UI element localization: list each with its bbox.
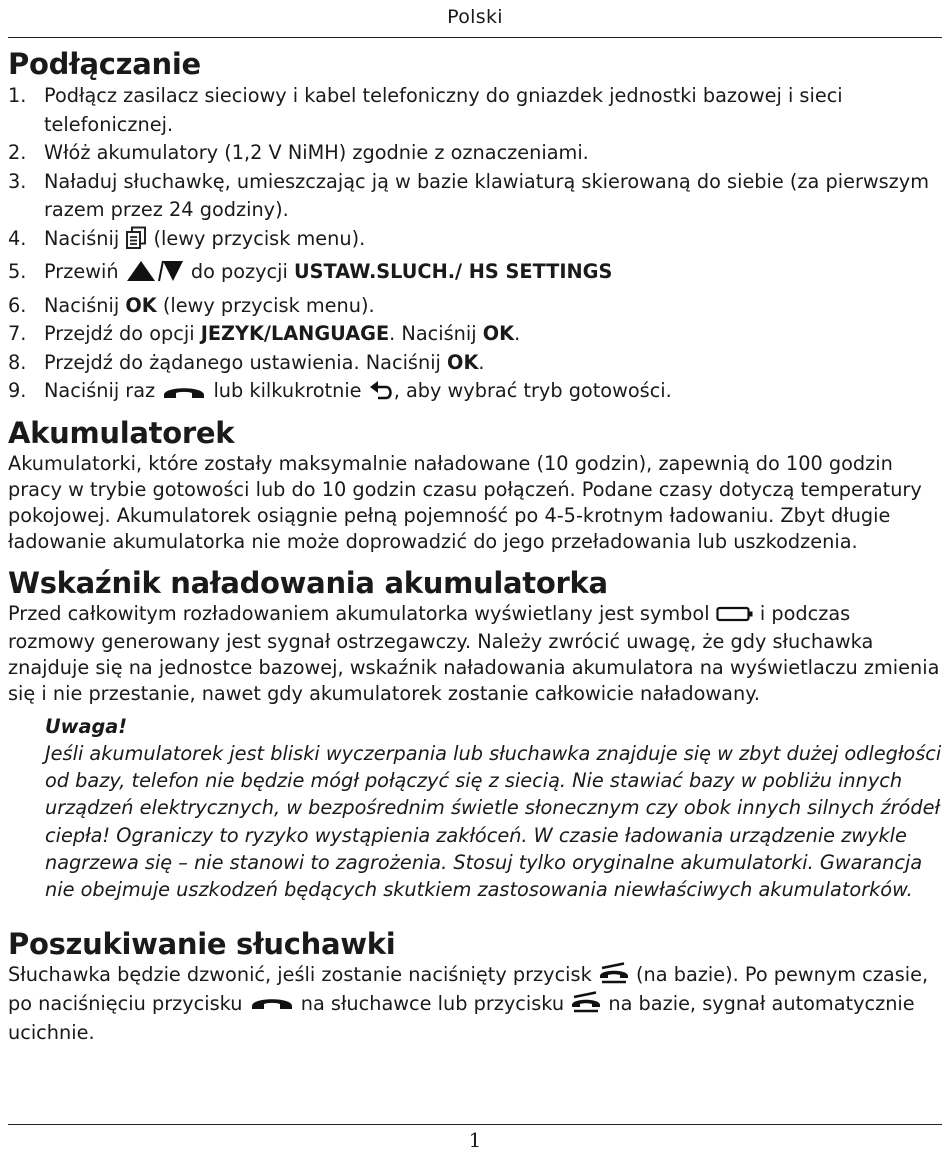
list-item	[8, 258, 942, 292]
empty-battery-icon	[716, 603, 754, 629]
step-text-after: , aby wybrać tryb gotowości.	[393, 379, 672, 402]
step-number: 8.	[8, 350, 27, 374]
step-text-after: (lewy przycisk menu).	[153, 226, 366, 250]
end-call-icon	[249, 993, 295, 1020]
paging-icon	[570, 991, 602, 1020]
warning-note-text: Jeśli akumulatorek jest bliski wyczerpania lub słuchawka znajduje się w zbyt dużej odległości od bazy, telefon nie będzie mógł połączyć się z siecią. Nie stawiać bazy w pobliżu innych urządzeń elektrycznych, w bezpośrednim świetle słonecznym czy obok innych silnych źródeł ciepła! Ograniczy to ryzyko wystąpienia zakłóceń. W czasie ładowania urządzenie zwykle nagrzewa się – nie stanowi to zagrożenia. Stosuj tylko oryginalne akumulatorki. Gwarancja nie obejmuje uszkodzeń będących skutkiem zastosowania niewłaściwych akumulatorków.	[45, 741, 942, 902]
poszukiwanie-paragraph	[8, 962, 942, 1046]
page-content	[8, 46, 942, 1046]
poszukiwanie-text-4: na bazie, sygnał automatycznie ucichnie.	[8, 991, 915, 1044]
list-item	[8, 225, 942, 259]
page-number: 1	[468, 1128, 482, 1152]
menu-keyword: USTAW.SLUCH./ HS SETTINGS	[294, 260, 613, 283]
section-title-akumulatorek: Akumulatorek	[8, 415, 235, 450]
list-item	[8, 292, 942, 321]
step-text-middle: . Naciśnij	[389, 322, 477, 345]
warning-note	[8, 713, 942, 904]
list-item	[8, 349, 942, 378]
step-text-after: (lewy przycisk menu).	[162, 293, 375, 317]
list-item	[8, 82, 942, 139]
list-item	[8, 168, 942, 225]
section-title-wskaznik: Wskaźnik naładowania akumulatorka	[8, 565, 608, 600]
step-text-after: .	[478, 350, 485, 374]
step-number: 2.	[8, 141, 27, 164]
ok-keyword: OK	[447, 350, 479, 374]
step-number: 5.	[8, 260, 27, 283]
ok-keyword: OK	[125, 293, 157, 317]
step-text: Przejdź do opcji	[44, 322, 195, 345]
list-item	[8, 139, 942, 168]
header-language-label: Polski	[447, 6, 503, 28]
section-title-podlaczanie: Podłączanie	[8, 47, 201, 81]
footer-divider	[8, 1124, 942, 1125]
wskaznik-text-after: i podczas rozmowy generowany jest sygnał ostrzegawczy. Należy zwrócić uwagę, że gdy słuchawka znajduje się na jednostce bazowej, wskaźnik naładowania akumulatora na wyświetlaczu zmienia się i nie przestanie, nawet gdy akumulatorek zostanie całkowicie naładowany.	[8, 601, 940, 705]
setup-steps-list	[8, 82, 942, 411]
up-down-arrows-icon	[125, 259, 185, 292]
step-number: 7.	[8, 322, 27, 345]
ok-keyword: OK	[482, 322, 515, 345]
list-item	[8, 377, 942, 411]
language-keyword: JEZYK/LANGUAGE	[200, 322, 390, 345]
akumulatorek-paragraph: Akumulatorki, które zostały maksymalnie naładowane (10 godzin), zapewnią do 100 godzin pracy w trybie gotowości lub do 10 godzin czasu połączeń. Podane czasy dotyczą temperatury pokojowej. Akumulatorek osiągnie pełną pojemność po 4-5-krotnym ładowaniu. Zbyt długie ładowanie akumulatorka nie może doprowadzić do jego przeładowania lub uszkodzenia.	[8, 451, 922, 553]
section-title-poszukiwanie: Poszukiwanie słuchawki	[8, 926, 396, 961]
step-number: 3.	[8, 169, 27, 193]
poszukiwanie-text-1: Słuchawka będzie dzwonić, jeśli zostanie naciśnięty przycisk	[8, 962, 592, 986]
menu-icon	[125, 226, 147, 259]
step-text: Naciśnij	[44, 293, 120, 317]
list-item	[8, 320, 942, 349]
step-text: Włóż akumulatory (1,2 V NiMH) zgodnie z oznaczeniami.	[44, 141, 589, 164]
step-text: Przewiń	[44, 260, 119, 283]
step-text: Naciśnij raz	[44, 379, 156, 402]
poszukiwanie-text-3: na słuchawce lub przycisku	[300, 991, 565, 1015]
poszukiwanie-text-2: (na bazie). Po pewnym czasie, po naciśnięciu przycisku	[8, 962, 929, 1015]
header-divider	[8, 37, 942, 38]
wskaznik-text-before: Przed całkowitym rozładowaniem akumulatorka wyświetlany jest symbol	[8, 601, 710, 625]
paging-icon	[598, 962, 630, 991]
wskaznik-paragraph	[8, 601, 942, 707]
step-text: Podłącz zasilacz sieciowy i kabel telefoniczny do gniazdek jednostki bazowej i sieci telefonicznej.	[44, 84, 843, 136]
end-call-icon	[161, 382, 207, 411]
step-text-after: .	[514, 322, 521, 345]
step-number: 6.	[8, 293, 27, 317]
step-number: 9.	[8, 379, 27, 402]
step-text: Przejdź do żądanego ustawienia. Naciśnij	[44, 350, 441, 374]
back-icon	[368, 378, 394, 411]
warning-note-title: Uwaga!	[45, 714, 128, 738]
step-text-middle: lub kilkukrotnie	[213, 379, 362, 402]
step-text: Naciśnij	[44, 226, 120, 250]
step-text-middle: do pozycji	[190, 260, 288, 283]
step-number: 1.	[8, 84, 27, 107]
step-number: 4.	[8, 226, 27, 250]
step-text: Naładuj słuchawkę, umieszczając ją w bazie klawiaturą skierowaną do siebie (za pierwszym razem przez 24 godziny).	[44, 169, 929, 221]
